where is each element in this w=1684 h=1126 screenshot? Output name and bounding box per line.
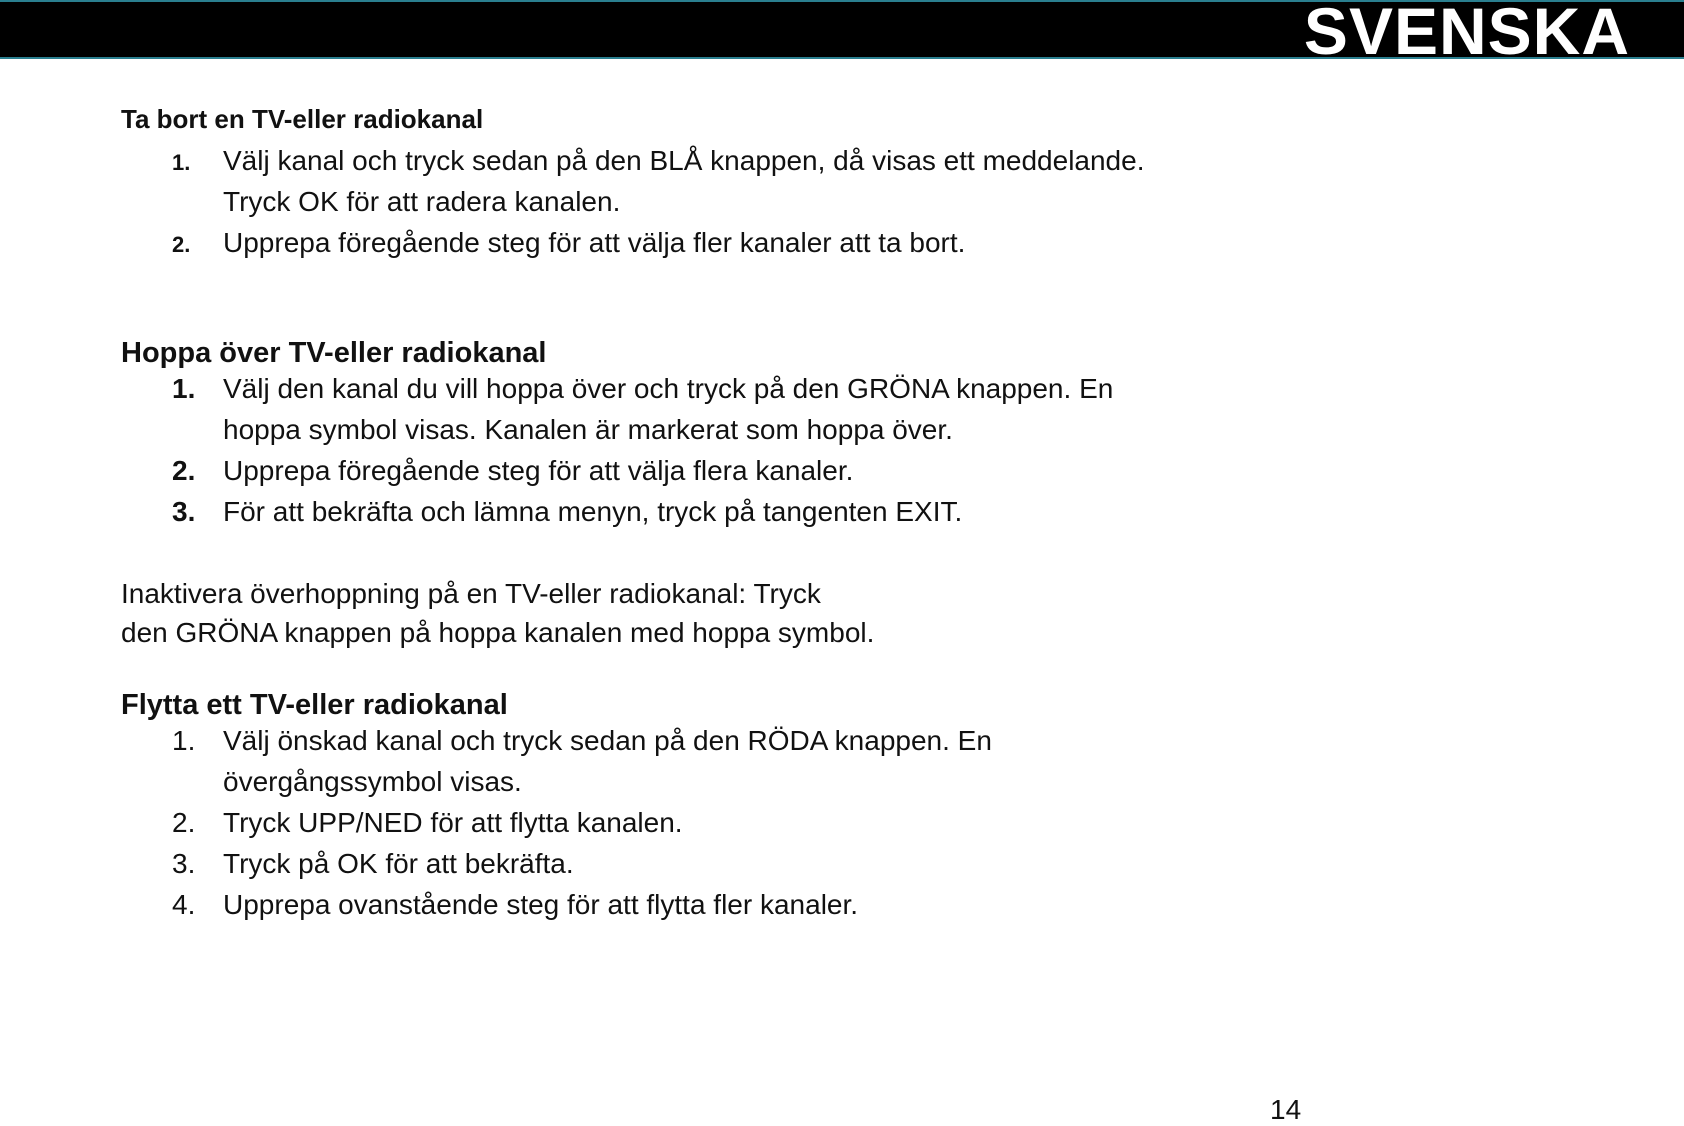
list-item-text: [223, 222, 965, 263]
page-number: 14: [1270, 1094, 1302, 1125]
list-item-line: Välj önskad kanal och tryck sedan på den RÖDA knappen. En: [223, 725, 992, 756]
list-item-text: [223, 884, 858, 925]
list-item-number: 2.: [172, 232, 191, 257]
list-item-number: 3.: [172, 848, 196, 879]
list-item-text: [223, 140, 1144, 222]
section-heading-move-channel: Flytta ett TV-eller radiokanal: [121, 689, 508, 721]
list-item-line: Tryck UPP/NED för att flytta kanalen.: [223, 807, 683, 838]
list-item-line: Tryck på OK för att bekräfta.: [223, 848, 574, 879]
list-item-line: Upprepa föregående steg för att välja fler kanaler att ta bort.: [223, 227, 966, 258]
list-item-line: Välj kanal och tryck sedan på den BLÅ knappen, då visas ett meddelande.: [223, 145, 1145, 176]
list-item-text: [223, 450, 853, 491]
list-item-line: Tryck OK för att radera kanalen.: [223, 186, 621, 217]
list-item-text: [223, 843, 574, 884]
list-item-number: 3.: [172, 496, 196, 527]
list-item-number: 1.: [172, 725, 196, 756]
list-item-number: 2.: [172, 455, 196, 486]
note-line: Inaktivera överhoppning på en TV-eller radiokanal: Tryck: [121, 578, 821, 609]
header-bar: [0, 0, 1684, 68]
page-language-title: SVENSKA: [1303, 0, 1630, 68]
list-item-text: [223, 491, 962, 532]
list-item-text: [223, 802, 683, 843]
section-heading-skip-channel: Hoppa över TV-eller radiokanal: [121, 337, 547, 369]
list-item-line: Välj den kanal du vill hoppa över och tryck på den GRÖNA knappen. En: [223, 373, 1114, 404]
skip-disable-note: [121, 574, 874, 652]
list-item-line: Upprepa föregående steg för att välja flera kanaler.: [223, 455, 854, 486]
list-item-number: 2.: [172, 807, 196, 838]
list-item-line: Upprepa ovanstående steg för att flytta fler kanaler.: [223, 889, 859, 920]
list-item-number: 4.: [172, 889, 196, 920]
list-item-text: [223, 720, 992, 802]
list-item-line: För att bekräfta och lämna menyn, tryck på tangenten EXIT.: [223, 496, 963, 527]
list-item-text: [223, 368, 1113, 450]
list-item-line: hoppa symbol visas. Kanalen är markerat som hoppa över.: [223, 414, 953, 445]
section-heading-delete-channel: Ta bort en TV-eller radiokanal: [121, 104, 484, 134]
note-line: den GRÖNA knappen på hoppa kanalen med hoppa symbol.: [121, 617, 875, 648]
list-item-line: övergångssymbol visas.: [223, 766, 522, 797]
list-item-number: 1.: [172, 373, 196, 404]
list-item-number: 1.: [172, 150, 191, 175]
